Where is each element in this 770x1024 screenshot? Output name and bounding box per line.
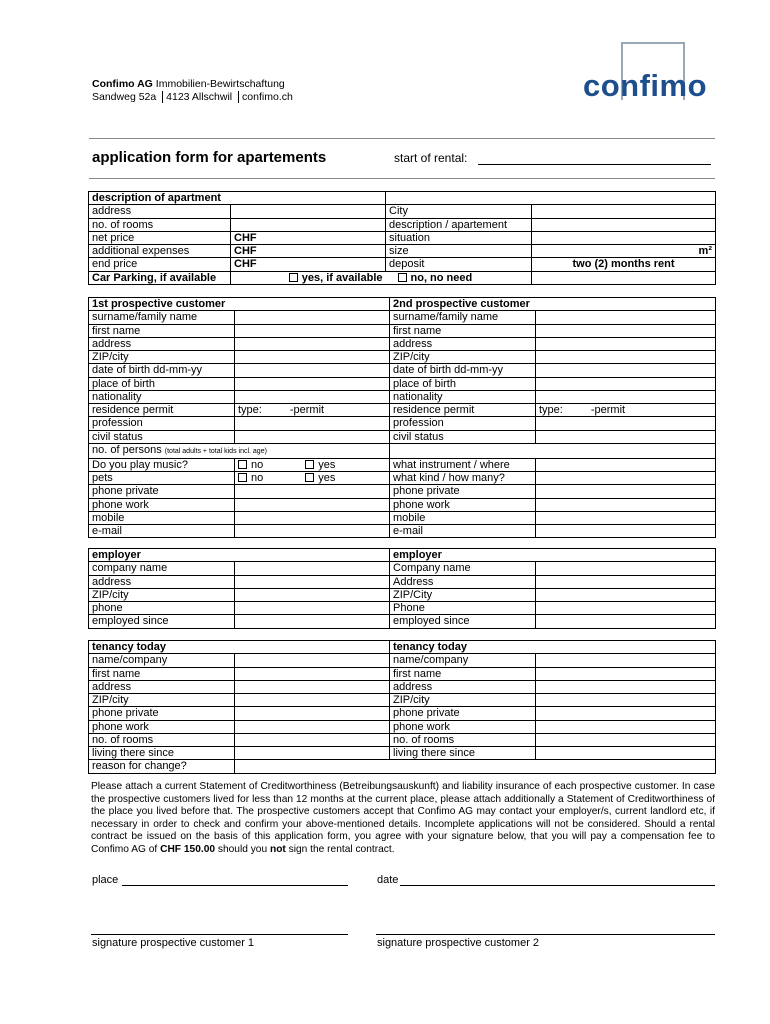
label: residence permit — [89, 404, 235, 417]
label: ZIP/city — [390, 351, 536, 364]
employer-table — [88, 548, 716, 629]
label: date of birth dd-mm-yy — [89, 364, 235, 377]
customer2-heading: 2nd prospective customer — [390, 298, 716, 311]
reason-field[interactable] — [235, 760, 716, 773]
c2-profession-field[interactable] — [536, 417, 716, 430]
signature-2-field[interactable] — [376, 920, 715, 935]
label: first name — [89, 324, 235, 337]
c1-permit-field[interactable] — [235, 404, 390, 417]
label: Phone — [390, 602, 536, 615]
t1-address-field[interactable] — [235, 680, 390, 693]
permit-suffix: -permit — [590, 404, 626, 416]
situation-field[interactable] — [532, 231, 716, 244]
notice-paragraph — [91, 781, 715, 856]
music-no-option[interactable] — [238, 459, 263, 471]
divider — [89, 178, 715, 179]
address-field[interactable] — [231, 205, 386, 218]
apartment-heading: description of apartment — [89, 192, 386, 205]
label: phone private — [89, 485, 235, 498]
label: address — [390, 680, 536, 693]
c1-zip-field[interactable] — [235, 351, 390, 364]
t2-phone-private-field[interactable] — [536, 707, 716, 720]
label: no. of rooms — [89, 218, 231, 231]
employer1-heading: employer — [89, 549, 390, 562]
label: company name — [89, 562, 235, 575]
label: phone work — [390, 720, 536, 733]
start-of-rental-field[interactable] — [478, 151, 711, 165]
date-label: date — [377, 874, 399, 886]
pets-yes-option[interactable] — [305, 472, 335, 484]
c1-dob-field[interactable] — [235, 364, 390, 377]
notice-text: should you — [215, 843, 270, 855]
c1-first-field[interactable] — [235, 324, 390, 337]
label: profession — [89, 417, 235, 430]
label: mobile — [390, 511, 536, 524]
persons-note: (total adults + total kids incl. age) — [164, 447, 267, 455]
date-field[interactable] — [400, 872, 715, 886]
c1-email-field[interactable] — [235, 525, 390, 538]
option-label: yes — [318, 458, 336, 471]
end-price-field[interactable]: CHF — [231, 258, 386, 271]
label: what kind / how many? — [390, 472, 536, 485]
c2-zip-field[interactable] — [536, 351, 716, 364]
label: what instrument / where — [390, 458, 536, 471]
desc-field[interactable] — [532, 218, 716, 231]
label: no. of rooms — [390, 733, 536, 746]
label: employed since — [390, 615, 536, 628]
checkbox-icon[interactable] — [238, 460, 247, 469]
instrument-field[interactable] — [536, 458, 716, 471]
c2-address-field[interactable] — [536, 337, 716, 350]
label: reason for change? — [89, 760, 235, 773]
label: situation — [386, 231, 532, 244]
city-field[interactable] — [532, 205, 716, 218]
t1-name-field[interactable] — [235, 654, 390, 667]
c1-civil-field[interactable] — [235, 430, 390, 443]
additional-field[interactable]: CHF — [231, 245, 386, 258]
label: residence permit — [390, 404, 536, 417]
label: first name — [390, 324, 536, 337]
t1-phone-work-field[interactable] — [235, 720, 390, 733]
label: civil status — [390, 430, 536, 443]
pets-no-option[interactable] — [238, 472, 263, 484]
e2-address-field[interactable] — [536, 575, 716, 588]
label: address — [89, 205, 231, 218]
label: size — [386, 245, 532, 258]
company-address — [92, 91, 293, 104]
e1-since-field[interactable] — [235, 615, 390, 628]
t2-zip-field[interactable] — [536, 694, 716, 707]
c1-pob-field[interactable] — [235, 377, 390, 390]
checkbox-icon[interactable] — [305, 460, 314, 469]
persons-field[interactable] — [390, 443, 716, 458]
persons-label — [89, 443, 390, 458]
t2-address-field[interactable] — [536, 680, 716, 693]
label: e-mail — [390, 525, 536, 538]
e1-phone-field[interactable] — [235, 602, 390, 615]
signature-1-label: signature prospective customer 1 — [92, 937, 255, 949]
apartment-table — [88, 191, 716, 285]
rooms-field[interactable] — [231, 218, 386, 231]
customer1-heading: 1st prospective customer — [89, 298, 390, 311]
music-yes-option[interactable] — [305, 459, 335, 471]
label: phone private — [89, 707, 235, 720]
label: City — [386, 205, 532, 218]
label: name/company — [89, 654, 235, 667]
label: address — [89, 575, 235, 588]
label: employed since — [89, 615, 235, 628]
label: additional expenses — [89, 245, 231, 258]
tenancy2-heading: tenancy today — [390, 641, 716, 654]
tenancy-table — [88, 640, 716, 774]
label: date of birth dd-mm-yy — [390, 364, 536, 377]
howmany-field[interactable] — [536, 472, 716, 485]
option-label: no — [251, 472, 264, 484]
c2-permit-field[interactable] — [536, 404, 716, 417]
t1-first-field[interactable] — [235, 667, 390, 680]
label: no. of rooms — [89, 733, 235, 746]
label: phone work — [89, 720, 235, 733]
start-label: start of rental: — [394, 151, 468, 165]
company-line — [92, 78, 285, 91]
c1-phone-private-field[interactable] — [235, 485, 390, 498]
parking-yes-option[interactable] — [231, 271, 386, 284]
type-label: type: — [238, 404, 262, 416]
fee-amount: CHF 150.00 — [160, 843, 216, 855]
c2-phone-private-field[interactable] — [536, 485, 716, 498]
e2-company-field[interactable] — [536, 562, 716, 575]
label: net price — [89, 231, 231, 244]
label: first name — [390, 667, 536, 680]
option-label: no, no need — [410, 271, 473, 284]
t1-rooms-field[interactable] — [235, 733, 390, 746]
t2-phone-work-field[interactable] — [536, 720, 716, 733]
company-name: Confimo AG — [92, 78, 153, 90]
label: Company name — [390, 562, 536, 575]
e1-company-field[interactable] — [235, 562, 390, 575]
label: ZIP/city — [390, 694, 536, 707]
label: profession — [390, 417, 536, 430]
checkbox-icon[interactable] — [305, 473, 314, 482]
place-field[interactable] — [122, 872, 348, 886]
e2-phone-field[interactable] — [536, 602, 716, 615]
label: phone work — [89, 498, 235, 511]
option-label: yes — [318, 472, 336, 484]
label: surname/family name — [390, 311, 536, 324]
c2-mobile-field[interactable] — [536, 511, 716, 524]
notice-text: Please attach a current Statement of Creditworthiness (Betreibungsauskunft) and liability insurance of each prospective customer. In case the prospective customers lived for less than 12 months at the current place, please attach additionally a Statement of Creditworthiness of the place you lived before that. The prospective customers accept that Confimo AG may contact your employer/s, current landlord etc, if necessary in order to check and confirm your above-mentioned details. Incomplete applications will not be considered. Should a rental contract be issued on the basis of this application form, you agree with your signature below, that you will pay a compensation fee to Confimo AG of — [91, 781, 715, 855]
c2-nationality-field[interactable] — [536, 390, 716, 403]
label: ZIP/City — [390, 588, 536, 601]
option-label: yes, if available — [301, 271, 383, 284]
customers-table — [88, 297, 716, 538]
permit-suffix: -permit — [289, 404, 325, 416]
street: Sandweg 52a — [92, 91, 157, 103]
label: nationality — [89, 390, 235, 403]
label: ZIP/city — [89, 694, 235, 707]
label: phone — [89, 602, 235, 615]
t2-name-field[interactable] — [536, 654, 716, 667]
c2-surname-field[interactable] — [536, 311, 716, 324]
label: place of birth — [89, 377, 235, 390]
label: name/company — [390, 654, 536, 667]
label: ZIP/city — [89, 351, 235, 364]
c2-pob-field[interactable] — [536, 377, 716, 390]
label: phone private — [390, 707, 536, 720]
c2-dob-field[interactable] — [536, 364, 716, 377]
place-label: place — [92, 874, 119, 886]
t1-phone-private-field[interactable] — [235, 707, 390, 720]
c1-phone-work-field[interactable] — [235, 498, 390, 511]
c1-nationality-field[interactable] — [235, 390, 390, 403]
c2-email-field[interactable] — [536, 525, 716, 538]
label: nationality — [390, 390, 536, 403]
label: first name — [89, 667, 235, 680]
c1-address-field[interactable] — [235, 337, 390, 350]
label: Address — [390, 575, 536, 588]
label: description / apartement — [386, 218, 532, 231]
notice-emphasis: not — [269, 843, 286, 855]
label: address — [89, 680, 235, 693]
net-price-field[interactable]: CHF — [231, 231, 386, 244]
label: mobile — [89, 511, 235, 524]
label: phone private — [390, 485, 536, 498]
pets-options — [235, 472, 390, 485]
size-field[interactable]: m² — [532, 245, 716, 258]
checkbox-icon[interactable] — [238, 473, 247, 482]
option-label: no — [251, 458, 264, 471]
type-label: type: — [539, 404, 563, 416]
label: deposit — [386, 258, 532, 271]
label: phone work — [390, 498, 536, 511]
c2-first-field[interactable] — [536, 324, 716, 337]
label: place of birth — [390, 377, 536, 390]
e1-zip-field[interactable] — [235, 588, 390, 601]
company-logo: confimo — [583, 68, 708, 103]
deposit-value: two (2) months rent — [532, 258, 716, 271]
label: civil status — [89, 430, 235, 443]
notice-text: sign the rental contract. — [285, 843, 395, 855]
divider — [89, 138, 715, 139]
city: 4123 Allschwil — [166, 91, 233, 103]
signature-2-label: signature prospective customer 2 — [377, 937, 540, 949]
label: Car Parking, if available — [89, 271, 231, 284]
employer2-heading: employer — [390, 549, 716, 562]
t2-first-field[interactable] — [536, 667, 716, 680]
c1-profession-field[interactable] — [235, 417, 390, 430]
checkbox-icon[interactable] — [398, 273, 407, 282]
t1-zip-field[interactable] — [235, 694, 390, 707]
parking-no-option[interactable] — [386, 271, 532, 284]
t1-since-field[interactable] — [235, 747, 390, 760]
c1-mobile-field[interactable] — [235, 511, 390, 524]
c2-civil-field[interactable] — [536, 430, 716, 443]
persons-text: no. of persons — [92, 443, 162, 456]
label: address — [390, 337, 536, 350]
label: end price — [89, 258, 231, 271]
label: living there since — [390, 747, 536, 760]
checkbox-icon[interactable] — [289, 273, 298, 282]
t2-rooms-field[interactable] — [536, 733, 716, 746]
e2-since-field[interactable] — [536, 615, 716, 628]
label: address — [89, 337, 235, 350]
music-options — [235, 458, 390, 471]
signature-1-field[interactable] — [91, 920, 348, 935]
label: pets — [89, 472, 235, 485]
c2-phone-work-field[interactable] — [536, 498, 716, 511]
label: ZIP/city — [89, 588, 235, 601]
label: surname/family name — [89, 311, 235, 324]
tenancy1-heading: tenancy today — [89, 641, 390, 654]
website: confimo.ch — [242, 91, 293, 103]
page-title: application form for apartements — [92, 149, 327, 166]
e2-zip-field[interactable] — [536, 588, 716, 601]
label: Do you play music? — [89, 458, 235, 471]
label: e-mail — [89, 525, 235, 538]
t2-since-field[interactable] — [536, 747, 716, 760]
company-desc: Immobilien-Bewirtschaftung — [155, 78, 285, 90]
label: living there since — [89, 747, 235, 760]
e1-address-field[interactable] — [235, 575, 390, 588]
c1-surname-field[interactable] — [235, 311, 390, 324]
